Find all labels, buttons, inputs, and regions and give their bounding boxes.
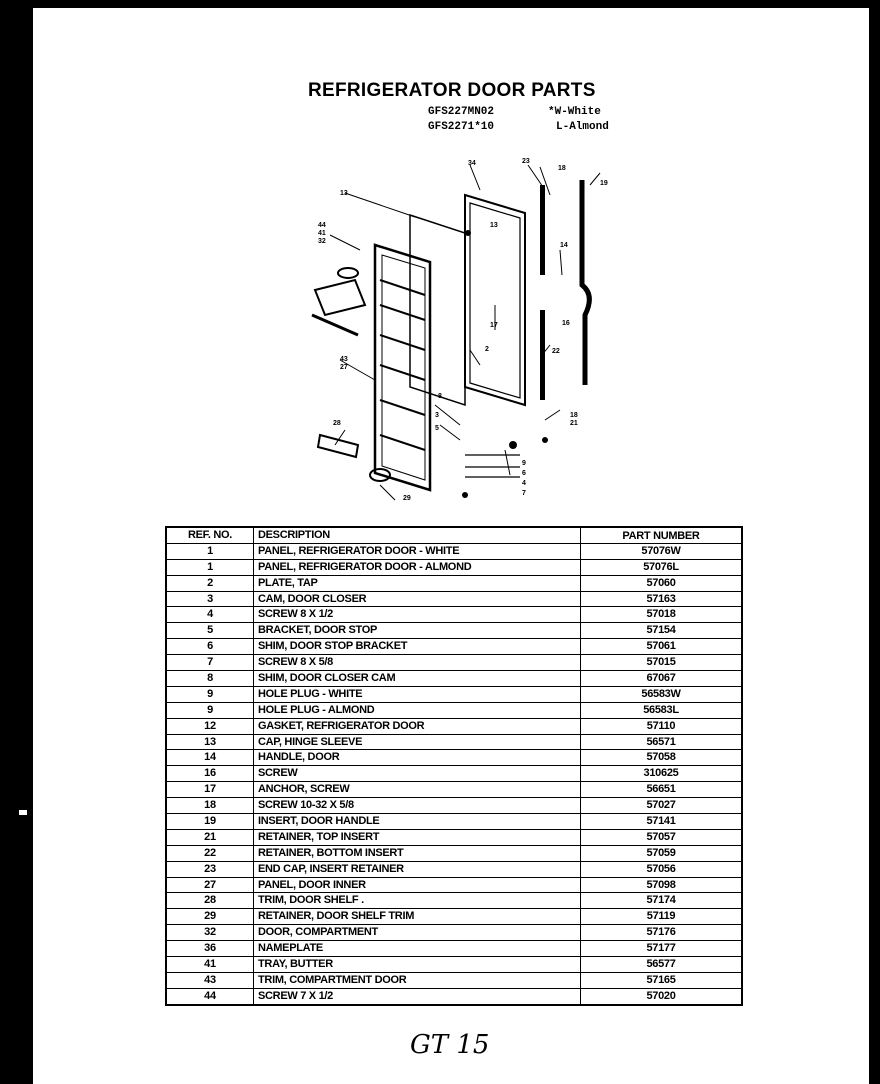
description: END CAP, INSERT RETAINER — [254, 861, 581, 877]
svg-text:5: 5 — [435, 425, 439, 432]
table-row — [166, 686, 742, 702]
table-row — [166, 559, 742, 575]
ref-no: 2 — [166, 575, 254, 591]
description: GASKET, REFRIGERATOR DOOR — [254, 718, 581, 734]
svg-text:19: 19 — [600, 180, 608, 187]
table-row — [166, 671, 742, 687]
part-number: 56583W — [581, 686, 743, 702]
svg-text:16: 16 — [562, 320, 570, 327]
svg-text:17: 17 — [490, 322, 498, 329]
ref-no: 8 — [166, 671, 254, 687]
description: PANEL, DOOR INNER — [254, 877, 581, 893]
part-number: 57020 — [581, 988, 743, 1004]
page-title: REFRIGERATOR DOOR PARTS — [308, 80, 596, 101]
description: ANCHOR, SCREW — [254, 782, 581, 798]
ref-no: 29 — [166, 909, 254, 925]
description: BRACKET, DOOR STOP — [254, 623, 581, 639]
table-row — [166, 893, 742, 909]
table-row — [166, 814, 742, 830]
svg-text:29: 29 — [403, 495, 411, 502]
table-header-row — [166, 527, 742, 543]
model-color-code: *W-White — [548, 106, 601, 118]
part-number: 57098 — [581, 877, 743, 893]
description: PANEL, REFRIGERATOR DOOR - WHITE — [254, 543, 581, 559]
description: SHIM, DOOR STOP BRACKET — [254, 639, 581, 655]
ref-no: 19 — [166, 814, 254, 830]
svg-text:13: 13 — [490, 222, 498, 229]
part-number: 57174 — [581, 893, 743, 909]
svg-text:23: 23 — [522, 158, 530, 165]
part-number: 57154 — [581, 623, 743, 639]
ref-no: 44 — [166, 988, 254, 1004]
description: HOLE PLUG - WHITE — [254, 686, 581, 702]
table-row — [166, 925, 742, 941]
table-row — [166, 829, 742, 845]
description: DOOR, COMPARTMENT — [254, 925, 581, 941]
table-row — [166, 607, 742, 623]
table-row — [166, 575, 742, 591]
svg-text:3: 3 — [435, 412, 439, 419]
ref-no: 36 — [166, 941, 254, 957]
description: SCREW 7 X 1/2 — [254, 988, 581, 1004]
svg-text:22: 22 — [552, 348, 560, 355]
table-row — [166, 988, 742, 1004]
table-row — [166, 591, 742, 607]
ref-no: 6 — [166, 639, 254, 655]
part-number: 57018 — [581, 607, 743, 623]
ref-no: 22 — [166, 845, 254, 861]
svg-text:18: 18 — [558, 165, 566, 172]
table-row — [166, 766, 742, 782]
table-row — [166, 718, 742, 734]
handwritten-page-note: GT 15 — [410, 1030, 490, 1060]
description: SCREW 8 X 5/8 — [254, 655, 581, 671]
table-row — [166, 623, 742, 639]
parts-table — [165, 526, 743, 1006]
description: PANEL, REFRIGERATOR DOOR - ALMOND — [254, 559, 581, 575]
part-number: 57110 — [581, 718, 743, 734]
exploded-door-diagram-icon — [300, 155, 630, 510]
description: SCREW — [254, 766, 581, 782]
description: HOLE PLUG - ALMOND — [254, 702, 581, 718]
scan-edge — [870, 0, 880, 1077]
ref-no: 13 — [166, 734, 254, 750]
header-part-number: PART NUMBER — [581, 527, 743, 543]
table-row — [166, 941, 742, 957]
part-number: 56577 — [581, 957, 743, 973]
header-ref-no: REF. NO. — [166, 527, 254, 543]
part-number: 57119 — [581, 909, 743, 925]
ref-no: 9 — [166, 702, 254, 718]
ref-no: 3 — [166, 591, 254, 607]
description: SCREW 8 X 1/2 — [254, 607, 581, 623]
part-number: 57141 — [581, 814, 743, 830]
ref-no: 1 — [166, 559, 254, 575]
svg-text:43: 43 — [340, 356, 348, 363]
description: SHIM, DOOR CLOSER CAM — [254, 671, 581, 687]
part-number: 57163 — [581, 591, 743, 607]
table-row — [166, 877, 742, 893]
table-row — [166, 972, 742, 988]
part-number: 56571 — [581, 734, 743, 750]
table-row — [166, 861, 742, 877]
ref-no: 21 — [166, 829, 254, 845]
ref-no: 12 — [166, 718, 254, 734]
table-row — [166, 734, 742, 750]
description: RETAINER, DOOR SHELF TRIM — [254, 909, 581, 925]
table-row — [166, 655, 742, 671]
model-color-code: L-Almond — [556, 121, 609, 133]
ref-no: 32 — [166, 925, 254, 941]
table-row — [166, 782, 742, 798]
svg-text:8: 8 — [438, 393, 442, 400]
ref-no: 1 — [166, 543, 254, 559]
part-number: 56583L — [581, 702, 743, 718]
ref-no: 43 — [166, 972, 254, 988]
description: TRIM, DOOR SHELF . — [254, 893, 581, 909]
description: PLATE, TAP — [254, 575, 581, 591]
exploded-door-diagram — [300, 155, 630, 510]
part-number: 310625 — [581, 766, 743, 782]
svg-text:4: 4 — [522, 480, 526, 487]
part-number: 57176 — [581, 925, 743, 941]
description: TRAY, BUTTER — [254, 957, 581, 973]
part-number: 57060 — [581, 575, 743, 591]
table-row — [166, 957, 742, 973]
ref-no: 5 — [166, 623, 254, 639]
part-number: 57056 — [581, 861, 743, 877]
description: INSERT, DOOR HANDLE — [254, 814, 581, 830]
part-number: 57061 — [581, 639, 743, 655]
svg-text:34: 34 — [468, 160, 476, 167]
table-row — [166, 798, 742, 814]
svg-text:27: 27 — [340, 364, 348, 371]
svg-text:9: 9 — [522, 460, 526, 467]
part-number: 57058 — [581, 750, 743, 766]
svg-text:21: 21 — [570, 420, 578, 427]
svg-text:18: 18 — [570, 412, 578, 419]
description: CAP, HINGE SLEEVE — [254, 734, 581, 750]
part-number: 57057 — [581, 829, 743, 845]
description: RETAINER, BOTTOM INSERT — [254, 845, 581, 861]
svg-text:6: 6 — [522, 470, 526, 477]
model-number: GFS2271*10 — [428, 121, 495, 133]
ref-no: 27 — [166, 877, 254, 893]
model-number: GFS227MN02 — [428, 106, 495, 118]
svg-text:13: 13 — [340, 190, 348, 197]
description: NAMEPLATE — [254, 941, 581, 957]
part-number: 57076L — [581, 559, 743, 575]
ref-no: 4 — [166, 607, 254, 623]
ref-no: 16 — [166, 766, 254, 782]
ref-no: 9 — [166, 686, 254, 702]
svg-text:2: 2 — [485, 346, 489, 353]
scan-artifact — [19, 810, 27, 815]
part-number: 56651 — [581, 782, 743, 798]
ref-no: 14 — [166, 750, 254, 766]
description: HANDLE, DOOR — [254, 750, 581, 766]
ref-no: 7 — [166, 655, 254, 671]
ref-no: 28 — [166, 893, 254, 909]
ref-no: 41 — [166, 957, 254, 973]
header-description: DESCRIPTION — [254, 527, 581, 543]
table-row — [166, 702, 742, 718]
part-number: 57076W — [581, 543, 743, 559]
part-number: 57059 — [581, 845, 743, 861]
table-row — [166, 543, 742, 559]
table-row — [166, 750, 742, 766]
svg-text:32: 32 — [318, 238, 326, 245]
table-row — [166, 639, 742, 655]
svg-text:41: 41 — [318, 230, 326, 237]
table-row — [166, 909, 742, 925]
svg-text:7: 7 — [522, 490, 526, 497]
description: TRIM, COMPARTMENT DOOR — [254, 972, 581, 988]
description: SCREW 10-32 X 5/8 — [254, 798, 581, 814]
part-number: 57177 — [581, 941, 743, 957]
table-row — [166, 845, 742, 861]
part-number: 57027 — [581, 798, 743, 814]
svg-text:44: 44 — [318, 222, 326, 229]
svg-text:14: 14 — [560, 242, 568, 249]
svg-text:28: 28 — [333, 420, 341, 427]
part-number: 57165 — [581, 972, 743, 988]
ref-no: 17 — [166, 782, 254, 798]
description: RETAINER, TOP INSERT — [254, 829, 581, 845]
ref-no: 23 — [166, 861, 254, 877]
part-number: 67067 — [581, 671, 743, 687]
ref-no: 18 — [166, 798, 254, 814]
description: CAM, DOOR CLOSER — [254, 591, 581, 607]
part-number: 57015 — [581, 655, 743, 671]
